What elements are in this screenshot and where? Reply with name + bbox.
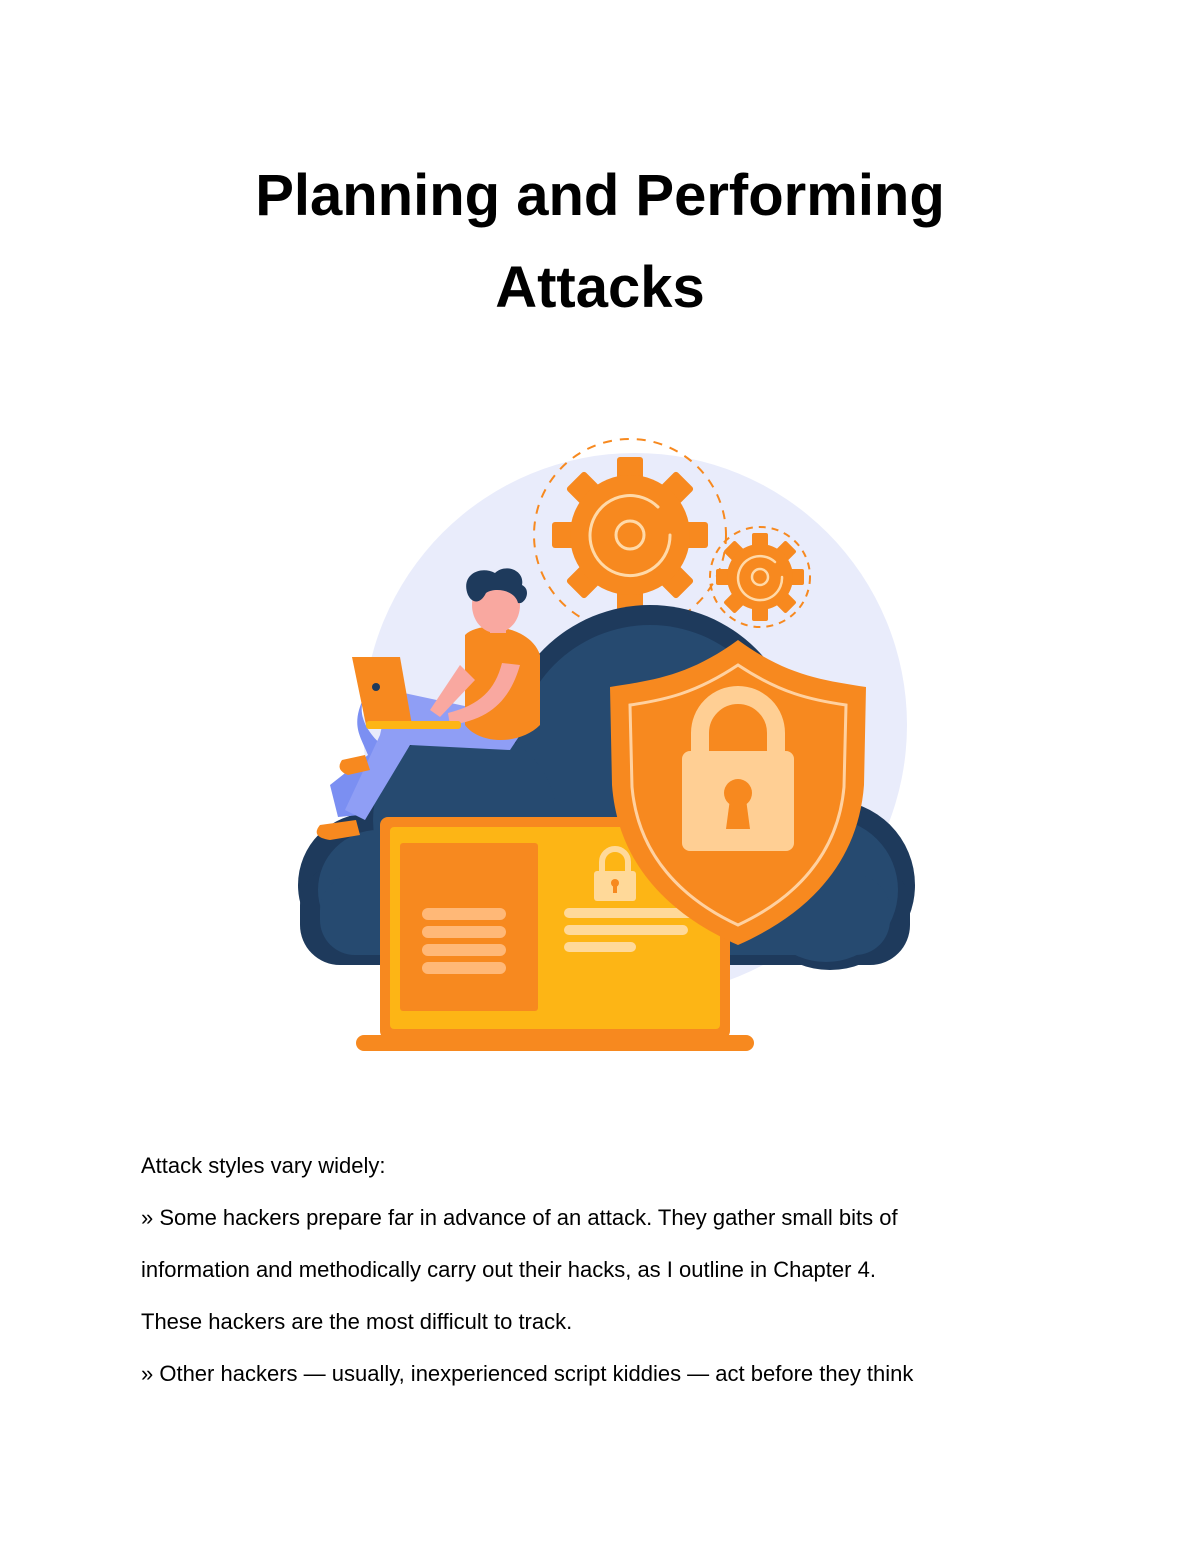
gear-small-icon xyxy=(716,533,804,621)
paragraph-intro: Attack styles vary widely: xyxy=(141,1153,386,1178)
paragraph-bullet-1-line-3: These hackers are the most difficult to track. xyxy=(141,1309,573,1334)
page-title-line-1: Planning and Performing xyxy=(255,163,945,228)
paragraph-bullet-2-line-1: » Other hackers — usually, inexperienced script kiddies — act before they think xyxy=(141,1361,914,1386)
body-text xyxy=(141,1140,1101,1400)
gear-large-icon xyxy=(552,457,708,613)
security-cloud-illustration xyxy=(290,425,930,1065)
page-title xyxy=(0,150,1200,334)
page-title-line-2: Attacks xyxy=(495,255,705,320)
paragraph-bullet-1-line-1: » Some hackers prepare far in advance of an attack. They gather small bits of xyxy=(141,1205,898,1230)
paragraph-bullet-1-line-2: information and methodically carry out their hacks, as I outline in Chapter 4. xyxy=(141,1257,876,1282)
